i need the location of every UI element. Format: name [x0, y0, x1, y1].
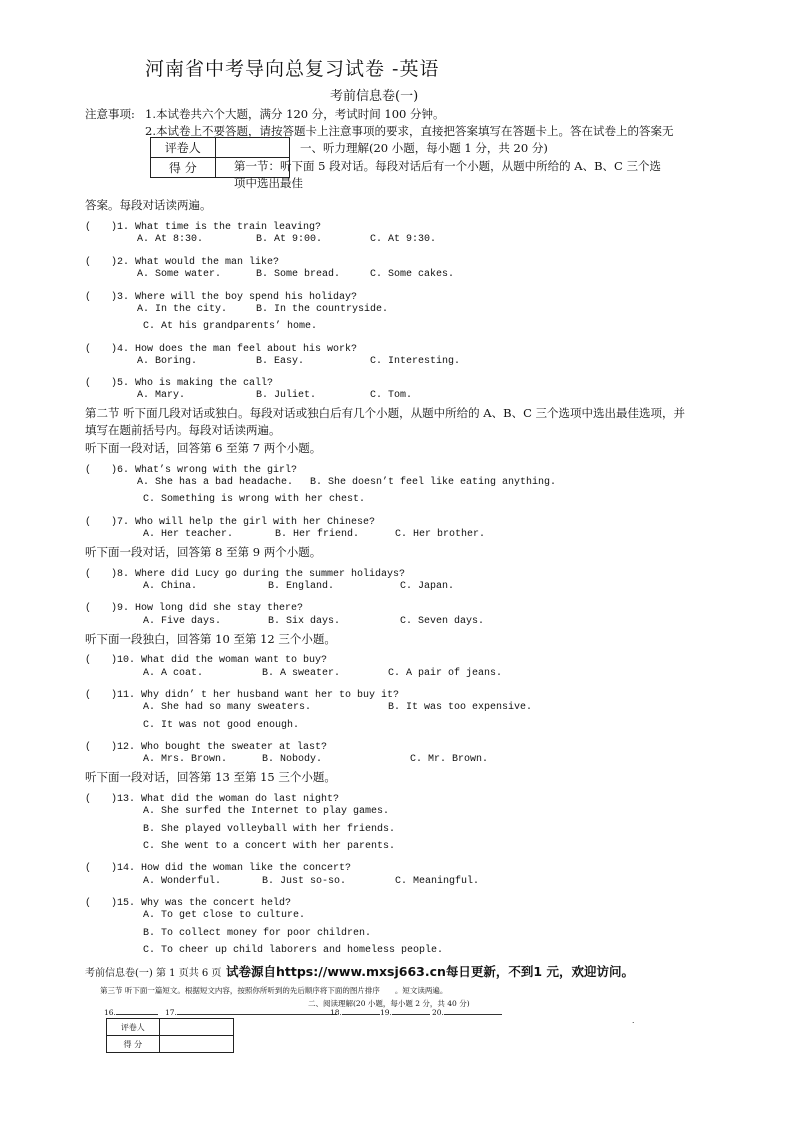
question-1: ( )1. What time is the train leaving?	[85, 222, 322, 233]
q14-option-b: B. Just so-so.	[262, 876, 347, 887]
q4-option-a: A. Boring.	[137, 356, 198, 367]
section-2-heading: 二、阅读理解(20 小题，每小题 2 分，共 40 分)	[308, 999, 470, 1008]
page-title: 河南省中考导向总复习试卷 -英语	[145, 58, 440, 80]
question-10: ( )10. What did the woman want to buy?	[85, 655, 328, 666]
question-4: ( )4. How does the man feel about his work?	[85, 344, 358, 355]
question-2: ( )2. What would the man like?	[85, 257, 280, 268]
dialog-intro-6-7: 听下面一段对话，回答第 6 至第 7 两个小题。	[85, 441, 322, 455]
q7-option-b: B. Her friend.	[275, 529, 360, 540]
question-13: ( )13. What did the woman do last night?	[85, 794, 340, 805]
q3-option-a: A. In the city.	[137, 304, 228, 315]
notes-line-1: 1.本试卷共六个大题，满分 120 分，考试时间 100 分钟。	[145, 107, 445, 121]
score-field-2[interactable]	[159, 1036, 233, 1053]
blank-19: 19.	[380, 1008, 430, 1017]
grader-label: 评卷人	[151, 138, 216, 158]
q11-option-b: B. It was too expensive.	[388, 702, 533, 713]
q5-option-c: C. Tom.	[370, 390, 413, 401]
part-3-text: 第三节 听下面一篇短文。根据短文内容，按照你所听到的先后顺序将下面的图片排序 。短文读两遍。	[100, 986, 448, 995]
notes-line-2: 2.本试卷上不要答题，请按答题卡上注意事项的要求，直接把答案填写在答题卡上。答在试卷上的答案无	[145, 124, 674, 138]
q12-option-a: A. Mrs. Brown.	[143, 754, 228, 765]
question-5: ( )5. Who is making the call?	[85, 378, 274, 389]
q1-option-c: C. At 9:30.	[370, 234, 437, 245]
q13-option-a: A. She surfed the Internet to play games.	[143, 806, 390, 817]
question-14: ( )14. How did the woman like the concert?	[85, 863, 352, 874]
q7-option-a: A. Her teacher.	[143, 529, 234, 540]
blank-17: 17.	[165, 1008, 337, 1017]
q14-option-a: A. Wonderful.	[143, 876, 222, 887]
q15-option-a: A. To get close to culture.	[143, 910, 306, 921]
stray-dot: .	[632, 1016, 635, 1025]
q13-option-b: B. She played volleyball with her friends.	[143, 824, 396, 835]
grader-field-2[interactable]	[159, 1019, 233, 1036]
q15-option-b: B. To collect money for poor children.	[143, 928, 372, 939]
question-12: ( )12. Who bought the sweater at last?	[85, 742, 328, 753]
dialog-intro-10-12: 听下面一段独白，回答第 10 至第 12 三个小题。	[85, 632, 336, 646]
page-subtitle: 考前信息卷(一)	[330, 89, 419, 104]
q2-option-a: A. Some water.	[137, 269, 222, 280]
page-info: 考前信息卷(一) 第 1 页共 6 页	[85, 968, 222, 979]
question-9: ( )9. How long did she stay there?	[85, 603, 304, 614]
blank-18: 18.	[330, 1008, 380, 1017]
q9-option-a: A. Five days.	[143, 616, 222, 627]
q7-option-c: C. Her brother.	[395, 529, 486, 540]
section-1-part-1-text-end: 答案。每段对话读两遍。	[85, 198, 212, 212]
promo-text: 试卷源自https://www.mxsj663.cn每日更新，不到1 元，欢迎访问。	[226, 964, 634, 979]
q2-option-b: B. Some bread.	[256, 269, 341, 280]
question-3: ( )3. Where will the boy spend his holiday?	[85, 292, 358, 303]
q10-option-c: C. A pair of jeans.	[388, 668, 503, 679]
q12-option-b: B. Nobody.	[262, 754, 323, 765]
question-11: ( )11. Why didn’ t her husband want her to buy it?	[85, 690, 400, 701]
q8-option-a: A. China.	[143, 581, 198, 592]
q5-option-a: A. Mary.	[137, 390, 186, 401]
q3-option-c: C. At his grandparents’ home.	[143, 321, 318, 332]
q15-option-c: C. To cheer up child laborers and homeless people.	[143, 945, 444, 956]
q5-option-b: B. Juliet.	[256, 390, 317, 401]
question-8: ( )8. Where did Lucy go during the summer holidays?	[85, 569, 406, 580]
blank-20: 20.	[432, 1008, 502, 1017]
section-1-part-2-text: 第二节 听下面几段对话或独白。每段对话或独白后有几个小题，从题中所给的 A、B、C 三个选项中选出最佳选项，并	[85, 406, 686, 420]
q1-option-b: B. At 9:00.	[256, 234, 323, 245]
grader-label-2: 评卷人	[107, 1019, 160, 1036]
grader-field[interactable]	[215, 138, 289, 158]
q6-option-c: C. Something is wrong with her chest.	[143, 494, 366, 505]
q9-option-c: C. Seven days.	[400, 616, 485, 627]
q11-option-c: C. It was not good enough.	[143, 720, 300, 731]
q6-option-b: B. She doesn’t feel like eating anything.	[310, 477, 557, 488]
section-1-part-2-text-cont: 填写在题前括号内。每段对话读两遍。	[85, 423, 281, 437]
question-7: ( )7. Who will help the girl with her Chinese?	[85, 517, 376, 528]
q2-option-c: C. Some cakes.	[370, 269, 455, 280]
q9-option-b: B. Six days.	[268, 616, 341, 627]
q8-option-c: C. Japan.	[400, 581, 455, 592]
q6-option-a: A. She has a bad headache.	[137, 477, 294, 488]
q12-option-c: C. Mr. Brown.	[410, 754, 489, 765]
q3-option-b: B. In the countryside.	[256, 304, 389, 315]
score-label-2: 得 分	[107, 1036, 160, 1053]
score-label: 得 分	[151, 158, 216, 178]
question-6: ( )6. What’s wrong with the girl?	[85, 465, 298, 476]
score-box-2	[106, 1018, 234, 1053]
section-1-part-1-text-cont: 项中选出最佳	[234, 176, 303, 190]
q4-option-c: C. Interesting.	[370, 356, 461, 367]
q8-option-b: B. England.	[268, 581, 335, 592]
blank-16: 16.	[104, 1008, 158, 1017]
notes-label: 注意事项:	[85, 107, 135, 121]
q1-option-a: A. At 8:30.	[137, 234, 204, 245]
q13-option-c: C. She went to a concert with her parents.	[143, 841, 396, 852]
q10-option-a: A. A coat.	[143, 668, 204, 679]
q10-option-b: B. A sweater.	[262, 668, 341, 679]
q14-option-c: C. Meaningful.	[395, 876, 480, 887]
section-1-part-1-text: 第一节：听下面 5 段对话。每段对话后有一个小题，从题中所给的 A、B、C 三个选	[234, 159, 661, 173]
question-15: ( )15. Why was the concert held?	[85, 898, 292, 909]
dialog-intro-8-9: 听下面一段对话，回答第 8 至第 9 两个小题。	[85, 545, 322, 559]
dialog-intro-13-15: 听下面一段对话，回答第 13 至第 15 三个小题。	[85, 770, 336, 784]
q11-option-a: A. She had so many sweaters.	[143, 702, 312, 713]
q4-option-b: B. Easy.	[256, 356, 305, 367]
section-1-heading: 一、听力理解(20 小题，每小题 1 分，共 20 分)	[300, 141, 548, 155]
